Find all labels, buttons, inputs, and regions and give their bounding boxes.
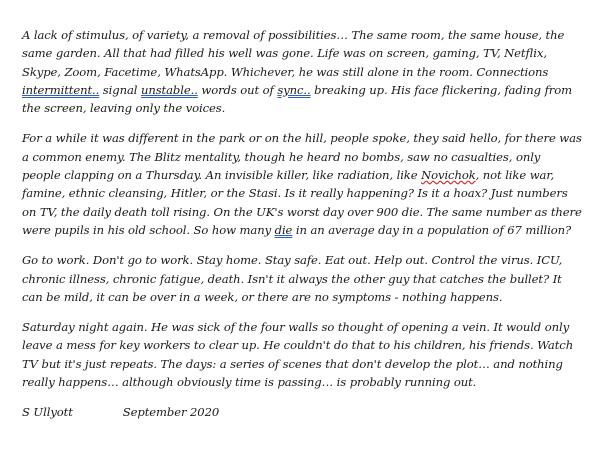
document-body <box>22 26 582 422</box>
para2-seg4: in an average day in a population of 67 million? <box>292 222 572 237</box>
grammar-flag-die[interactable]: die <box>274 222 293 237</box>
signature-date: September 2020 <box>122 405 220 420</box>
paragraph-1 <box>22 26 582 117</box>
para1-seg0: A lack of stimulus, of variety, a removal of possibilities… The same room, the same house, the same garden. All that had filled his well was gone. Life was on screen, gaming, TV, Netflix, Skype, Zoom, Facetime, WhatsApp. Whichever, he was still alone in the room. Connections <box>22 28 565 79</box>
para1-seg6: breaking up. His face flickering, fading from the screen, leaving only the voices. <box>22 82 572 116</box>
para1-seg2: signal <box>99 82 141 97</box>
para2-seg0: For a while it was different in the park or on the hill, people spoke, they said hello, for there was a common enemy. The Blitz mentality, though he heard no bombs, saw no casualties, only people clapping on a Thursday. An invisible killer, like radiation, like <box>22 131 582 183</box>
paragraph-2 <box>22 129 582 239</box>
para4-seg0: Saturday night again. He was sick of the four walls so thought of opening a vein. It would only leave a mess for key workers to clear up. He couldn't do that to his children, his friends. Watch TV but it's just repeats. The days: a series of scenes that don't develop the plot… and nothing really happens… although obviously time is passing… is probably running out. <box>22 320 574 390</box>
para3-seg0: Go to work. Don't go to work. Stay home. Stay safe. Eat out. Help out. Control the virus. ICU, chronic illness, chronic fatigue, death. Isn't it always the other guy that catches the bullet? It can be mild, it can be over in a week, or there are no symptoms - nothing happens. <box>22 253 563 304</box>
para2-seg2: , not like war, famine, ethnic cleansing, Hitler, or the Stasi. Is it really happening? Is it a hoax? Just numbers on TV, the daily death toll rising. On the UK's worst day over 900 die. The same number as there were pupils in his old school. So how many <box>22 168 582 237</box>
grammar-flag-intermittent[interactable]: intermittent.. <box>22 82 100 97</box>
paragraph-4 <box>22 318 582 391</box>
signature-line <box>22 403 582 421</box>
author-name: S Ullyott <box>22 405 73 420</box>
grammar-flag-sync[interactable]: sync.. <box>277 82 311 97</box>
grammar-flag-unstable[interactable]: unstable.. <box>140 82 198 97</box>
para1-seg4: words out of <box>197 82 278 97</box>
paragraph-3 <box>22 251 582 306</box>
spelling-flag-novichok[interactable]: Novichok <box>421 168 476 183</box>
